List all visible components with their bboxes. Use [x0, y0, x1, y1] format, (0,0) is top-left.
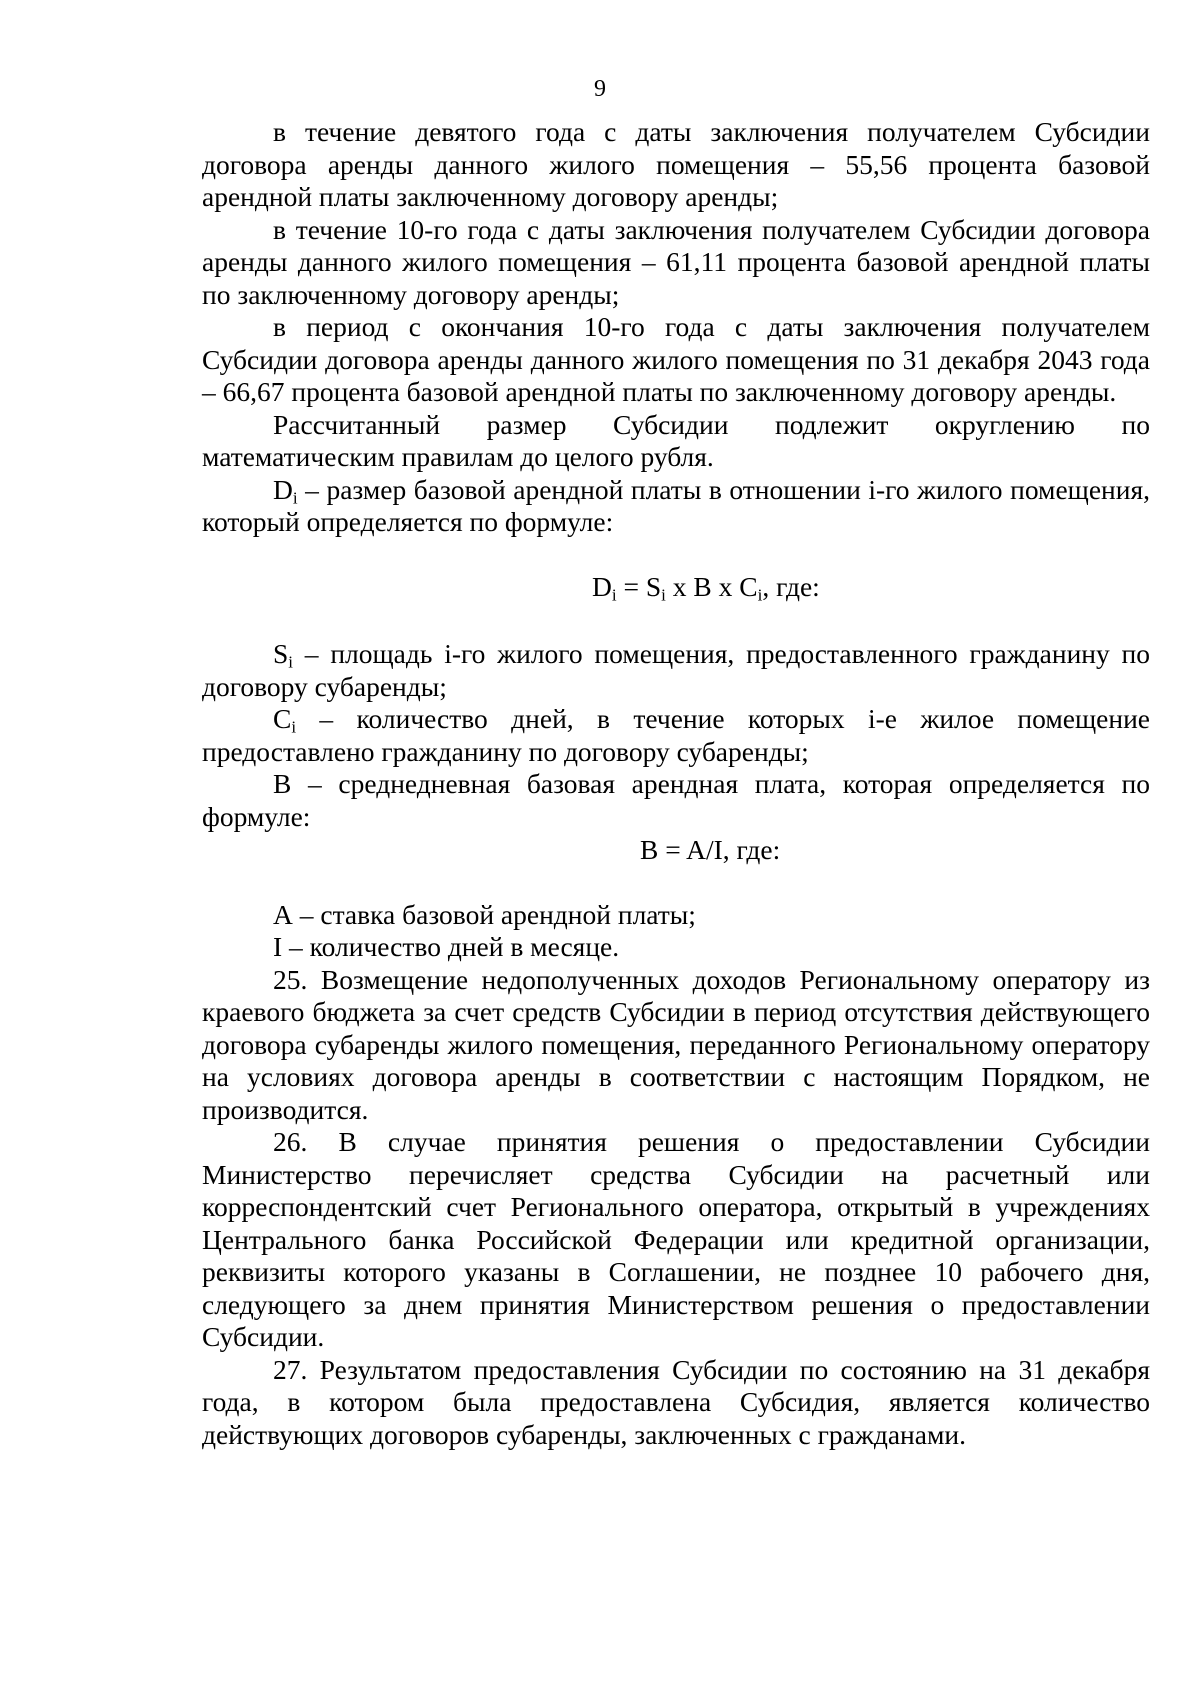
formula-di [202, 571, 1150, 604]
paragraph-tenth-year: в течение 10-го года с даты заключения получателем Субсидии договора аренды данного жилого помещения – 61,11 процента базовой арендной платы по заключенному договору аренды; [202, 213, 1150, 310]
formula-d: D [592, 570, 612, 602]
paragraph-26: 26. В случае принятия решения о предоставлении Субсидии Министерство перечисляет средства Субсидии на расчетный или корреспондентский счет Регионального оператора, открытый в учреждениях Центрального банка Российской Федерации или кредитной организации, реквизиты которого указаны в Соглашении, не позднее 10 рабочего дня, следующего за днем принятия Министерством решения о предоставлении Субсидии. [202, 1126, 1150, 1352]
definition-di-text: – размер базовой арендной платы в отношении i-го жилого помещения, который определяется по формуле: [202, 473, 1150, 537]
symbol-s: S [273, 638, 289, 669]
formula-tail: , где: [762, 570, 820, 602]
subscript-i: i [288, 652, 294, 672]
symbol-c: C [273, 703, 292, 734]
subscript-i: i [291, 717, 297, 737]
definition-b: В – среднедневная базовая арендная плата, которая определяется по формуле: [202, 768, 1150, 832]
document-body [202, 116, 1150, 1451]
formula-c-sub: i [757, 584, 763, 604]
formula-b: B = A/I, где: [640, 834, 781, 865]
paragraph-after-tenth-year: в период с окончания 10-го года с даты заключения получателем Субсидии договора аренды данного жилого помещения по 31 декабря 2043 года – 66,67 процента базовой арендной платы по заключенному договору аренды. [202, 311, 1150, 407]
paragraph-ninth-year: в течение девятого года с даты заключения получателем Субсидии договора аренды данного жилого помещения – 55,56 процента базовой арендной платы заключенному договору аренды; [202, 116, 1150, 212]
formula-s-sub: i [661, 584, 666, 604]
definition-ci-text: – количество дней, в течение которых i-е жилое помещение предоставлено гражданину по договору субаренды; [202, 703, 1150, 767]
formula-c: C [739, 570, 758, 602]
definition-i: I – количество дней в месяце. [273, 931, 620, 962]
definition-si [202, 638, 1150, 703]
paragraph-27: 27. Результатом предоставления Субсидии по состоянию на 31 декабря года, в котором была предоставлена Субсидия, является количество действующих договоров субаренды, заключенных с гражданами. [202, 1353, 1150, 1450]
formula-s: S [645, 570, 662, 602]
paragraph-25: 25. Возмещение недополученных доходов Региональному оператору из краевого бюджета за счет средств Субсидии в период отсутствия действующего договора субаренды жилого помещения, переданного Региональному оператору на условиях договора аренды в соответствии с настоящим Порядком, не производится. [202, 963, 1150, 1125]
definition-di [202, 474, 1150, 539]
symbol-d: D [273, 473, 293, 505]
definition-si-text: – площадь i-го жилого помещения, предоставленного гражданину по договору субаренды; [202, 638, 1150, 702]
subscript-i: i [292, 487, 298, 507]
page-number: 9 [594, 76, 606, 102]
formula-mid: х B х [665, 570, 740, 602]
formula-d-sub: i [611, 584, 617, 604]
definition-ci [202, 703, 1150, 768]
paragraph-rounding: Рассчитанный размер Субсидии подлежит округлению по математическим правилам до целого рубля. [202, 408, 1150, 472]
definition-a: А – ставка базовой арендной платы; [273, 898, 696, 930]
formula-eq: = [616, 570, 646, 602]
